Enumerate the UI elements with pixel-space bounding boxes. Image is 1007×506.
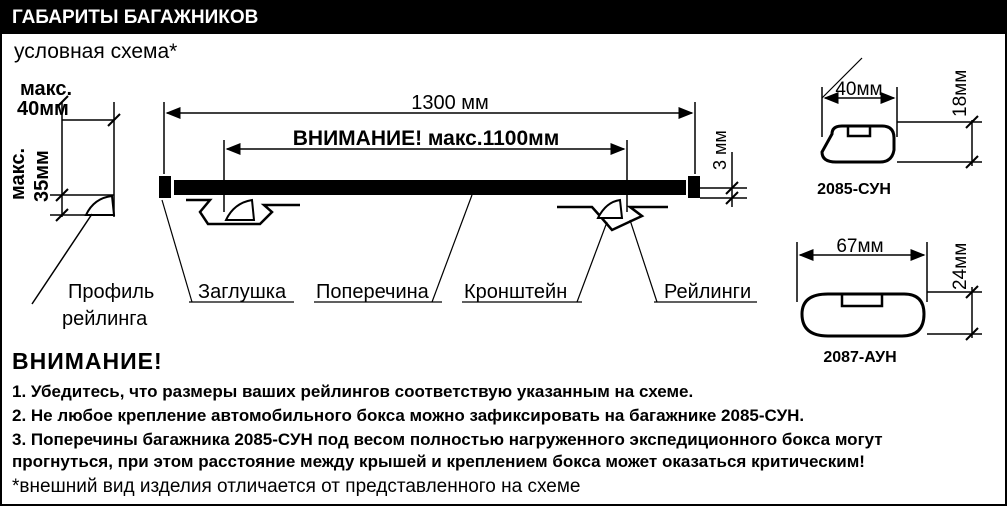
max-height-label-1: макс. (7, 147, 29, 200)
note-3: 3. Поперечины багажника 2085-СУН под весом полностью нагруженного экспедиционного бокса могут (12, 430, 883, 449)
profile-a-width: 40мм (835, 79, 883, 100)
note-4: прогнуться, при этом расстояние между крышей и креплением бокса может оказаться критическим! (12, 452, 865, 471)
profile-a-height: 18мм (950, 69, 971, 117)
label-profile-2: рейлинга (62, 308, 148, 330)
bracket-right-drawing (557, 200, 668, 230)
profile-b-model: 2087-АУН (823, 349, 897, 366)
label-end-cap: Заглушка (198, 281, 287, 303)
note-2: 2. Не любое крепление автомобильного бокса можно зафиксировать на багажнике 2085-СУН. (12, 406, 805, 425)
subtitle: условная схема* (14, 40, 178, 63)
max-height-label-2: 35мм (31, 150, 53, 202)
footnote: *внешний вид изделия отличается от представленного на схеме (12, 476, 581, 497)
notes-title: ВНИМАНИЕ! (12, 348, 163, 374)
profile-b-height: 24мм (950, 242, 971, 290)
profile-a-model: 2085-СУН (817, 181, 891, 198)
max-distance-label: ВНИМАНИЕ! макс.1100мм (292, 127, 560, 150)
label-profile-1: Профиль (68, 281, 155, 303)
profile-b-width: 67мм (836, 236, 884, 257)
label-bracket: Кронштейн (464, 281, 568, 303)
note-1: 1. Убедитесь, что размеры ваших рейлингов соответствую указанным на схеме. (12, 382, 694, 401)
label-rails: Рейлинги (664, 281, 752, 303)
max-width-label-1: макс. (20, 78, 73, 100)
max-distance-dimension (224, 140, 627, 212)
crossbar-drawing (159, 176, 700, 198)
thickness-label: 3 мм (710, 130, 730, 170)
total-length-label: 1300 мм (411, 92, 489, 114)
page-title: ГАБАРИТЫ БАГАЖНИКОВ (2, 2, 1005, 34)
max-width-label-2: 40мм (17, 98, 69, 120)
bracket-left-drawing (186, 200, 300, 224)
label-crossbar: Поперечина (316, 281, 429, 303)
